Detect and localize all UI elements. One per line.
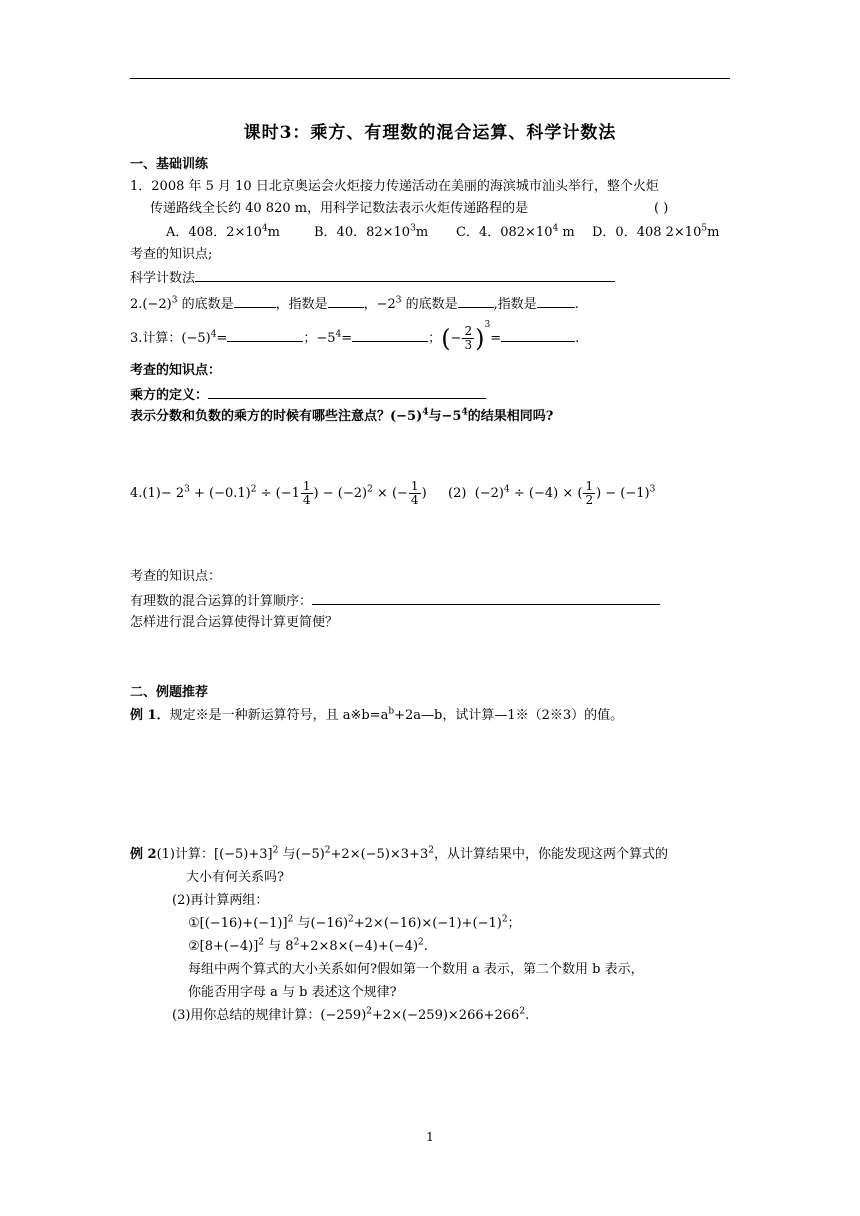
ex2-l1-t2: 与(−5) (278, 847, 325, 862)
note-q-text-1: 表示分数和负数的乘方的时候有哪些注意点？(−5) (130, 409, 423, 424)
ex2-l8-t1: (3)用你总结的规律计算：(−259) (172, 1008, 367, 1023)
q4p2-t2: ÷ (−4) × ( (509, 486, 583, 501)
q4p2-e3: 3 (649, 484, 656, 495)
q4p2-frac (583, 480, 595, 507)
definition-label: 乘方的定义： (130, 388, 209, 403)
ex2-l8-e2: 2 (519, 1006, 526, 1017)
note-question (130, 408, 553, 425)
example2-line8 (172, 1007, 529, 1024)
q2-text-3: ，指数是 (275, 297, 328, 312)
example1 (130, 707, 623, 724)
q4p1-f1-den: 4 (302, 493, 311, 507)
ex2-l1-e1: 2 (272, 845, 279, 856)
ex2-l1-e2: 2 (324, 845, 331, 856)
definition-line (130, 385, 486, 404)
example2-line5 (188, 938, 428, 955)
q3-frac-exp: 3 (484, 319, 491, 330)
q2-text-2: 的底数是 (177, 297, 234, 312)
q4p1-t1: − 2 (160, 486, 185, 501)
q2-text-7: . (574, 297, 579, 312)
option-b-unit: m (415, 225, 429, 240)
q4p2-t3: ) − (−1) (596, 486, 650, 501)
q4-part1 (130, 478, 427, 510)
q3-text-7: . (575, 331, 580, 346)
ex2-l4-t1: ①[(−16)+(−1)] (188, 916, 288, 931)
q2-blank-base2[interactable] (458, 294, 494, 308)
page-title: 课时3：乘方、有理数的混合运算、科学计数法 (243, 123, 617, 143)
knowledge3-label: 考查的知识点： (130, 569, 222, 584)
option-a-text: A．408．2×10 (166, 225, 262, 240)
q3-frac-den: 3 (464, 338, 473, 352)
example2-line7: 你能否用字母 a 与 b 表述这个规律? (188, 985, 397, 1000)
ex2-l5-t1: ②[8+(−4)] (188, 939, 259, 954)
q3-frac-sign: − (450, 331, 462, 346)
example2-label: 例 2 (130, 847, 157, 862)
option-b-exp: 3 (410, 223, 416, 234)
q4p1-e2: 2 (250, 484, 257, 495)
q3-blank-3[interactable] (501, 328, 575, 342)
ex2-l4-t2: 与(−16) (293, 916, 349, 931)
q4-part2-label: (2) (448, 486, 467, 501)
example1-text-2: +2a—b，试计算—1※（2※3）的值。 (394, 708, 624, 723)
ex2-l1-t1: (1)计算：[(−5)+3] (156, 847, 273, 862)
q3-text-5: ； (428, 331, 442, 346)
q3-text-3: ；−5 (303, 331, 336, 346)
q3-fraction (462, 325, 474, 352)
q4p1-t2: + (−0.1) (189, 486, 251, 501)
ex2-l4-e3: 2 (501, 914, 508, 925)
option-d-exp: 5 (701, 223, 708, 234)
q3-blank-1[interactable] (227, 328, 303, 342)
order-blank[interactable] (312, 591, 660, 605)
section-heading-basic: 一、基础训练 (130, 157, 209, 172)
q1-line1: 1．2008 年 5 月 10 日北京奥运会火炬接力传递活动在美丽的海滨城市汕头举行，整个火炬 (130, 179, 659, 194)
q3-left-paren: ( (441, 324, 451, 353)
example1-label: 例 1． (130, 708, 170, 723)
example1-exp: b (388, 706, 395, 717)
option-a-exp: 4 (261, 223, 268, 234)
q2-text-4: ，−2 (363, 297, 396, 312)
example2-line3: (2)再计算两组： (172, 893, 269, 908)
ex2-l8-t2: +2×(−259)×266+266 (372, 1008, 520, 1023)
example2-line4 (188, 915, 521, 932)
q2-blank-exp1[interactable] (328, 294, 364, 308)
option-c-text: C．4．082×10 (456, 225, 553, 240)
q1-answer-bracket[interactable]: ( ) (654, 201, 669, 216)
q4p2-f-den: 2 (585, 493, 594, 507)
order-label: 有理数的混合运算的计算顺序： (130, 594, 313, 609)
q1-option-c[interactable] (456, 224, 575, 241)
q2-text-6: ,指数是 (493, 297, 537, 312)
ex2-l8-e1: 2 (366, 1006, 372, 1017)
q1-option-a[interactable] (166, 224, 280, 241)
q2-line (130, 294, 579, 313)
ex2-l1-t3: +2×(−5)×3+3 (330, 847, 429, 862)
option-d-text: D．0．408 2×10 (592, 225, 702, 240)
q3-text-1: 3.计算：(−5) (130, 331, 211, 346)
note-q-text-3: 的结果相同吗? (467, 409, 554, 424)
ex2-l5-e2: 2 (293, 937, 300, 948)
simplify-question: 怎样进行混合运算使得计算更简便？ (130, 615, 339, 630)
ex2-l5-t3: +2×8×(−4)+(−4) (299, 939, 419, 954)
note-q-text-2: 与−5 (428, 409, 462, 424)
q1-line2 (150, 200, 528, 217)
q4-part1-label: (1) (142, 486, 161, 501)
q1-option-d[interactable] (592, 224, 719, 241)
q4p1-t6: ) (421, 486, 427, 501)
ex2-l5-t4: . (423, 939, 428, 954)
q4p1-e4: 2 (367, 484, 373, 495)
q4p1-f2-num: 1 (410, 479, 419, 493)
ex2-l5-e1: 2 (258, 937, 265, 948)
q3-text-6: = (490, 331, 502, 346)
option-a-unit: m (267, 225, 280, 240)
q3-exp-1: 4 (210, 329, 217, 340)
q4p1-frac2 (409, 480, 421, 507)
note-q-exp-2: 4 (461, 407, 468, 418)
option-c-unit: m (558, 225, 575, 240)
q1-line2-text: 传递路线全长约 40 820 m，用科学记数法表示火炬传递路程的是 (150, 201, 529, 216)
q1-knowledge-item: 科学计数法 (130, 271, 196, 286)
q2-blank-exp2[interactable] (537, 294, 575, 308)
q2-exp-2: 3 (395, 295, 402, 306)
q4p1-f1-num: 1 (302, 479, 311, 493)
q3-text-4: = (341, 331, 353, 346)
q1-option-b[interactable] (314, 224, 428, 241)
q4p2-f-num: 1 (585, 479, 594, 493)
ex2-l4-t4: ； (507, 916, 521, 931)
q3-blank-2[interactable] (352, 328, 428, 342)
q4p1-t5: × (− (372, 486, 408, 501)
order-line (130, 591, 660, 610)
q2-blank-base1[interactable] (234, 294, 276, 308)
knowledge2-label: 考查的知识点： (130, 363, 222, 378)
example1-text-1: 规定※是一种新运算符号，且 a※b=a (169, 708, 389, 723)
option-d-unit: m (707, 225, 720, 240)
q3-right-paren: ) (475, 324, 485, 353)
q3-frac-num: 2 (464, 324, 473, 338)
q3-text-2: = (216, 331, 228, 346)
ex2-l8-t3: . (525, 1008, 530, 1023)
q4p2-e1: 4 (504, 484, 510, 495)
q1-knowledge-blank[interactable] (195, 268, 615, 282)
option-c-exp: 4 (552, 223, 559, 234)
q2-exp-1: 3 (171, 295, 178, 306)
q4p1-t4: ) − (−2) (313, 486, 368, 501)
definition-blank[interactable] (208, 385, 486, 399)
q2-text-1: 2.(−2) (130, 297, 172, 312)
q4p1-e1: 3 (184, 484, 190, 495)
q3-line (130, 319, 580, 356)
note-q-exp-1: 4 (422, 407, 429, 418)
ex2-l5-e3: 2 (418, 937, 424, 948)
q1-knowledge-label: 考查的知识点; (130, 247, 213, 262)
q3-exp-2: 4 (335, 329, 342, 340)
page-number: 1 (426, 1130, 434, 1144)
example2-line1 (130, 846, 668, 863)
section-heading-examples: 二、例题推荐 (130, 685, 209, 700)
ex2-l4-e2: 2 (348, 914, 354, 925)
header-rule (130, 78, 730, 79)
example2-line2: 大小有何关系吗? (186, 870, 284, 885)
ex2-l4-t3: +2×(−16)×(−1)+(−1) (353, 916, 502, 931)
ex2-l1-e3: 2 (428, 845, 434, 856)
q4p1-frac1 (301, 480, 313, 507)
example2-line6: 每组中两个算式的大小关系如何?假如第一个数用 a 表示，第二个数用 b 表示， (188, 962, 644, 977)
q1-knowledge-line (130, 268, 615, 287)
q4-part2 (448, 478, 655, 510)
q2-text-5: 的底数是 (401, 297, 458, 312)
ex2-l5-t2: 与 8 (264, 939, 294, 954)
q4-label: 4. (130, 486, 143, 501)
q4p2-t1: (−2) (474, 486, 504, 501)
q4p1-t3: ÷ (−1 (256, 486, 300, 501)
ex2-l1-t4: ，从计算结果中，你能发现这两个算式的 (433, 847, 668, 862)
ex2-l4-e1: 2 (287, 914, 294, 925)
option-b-text: B．40．82×10 (314, 225, 411, 240)
q4p1-f2-den: 4 (410, 493, 419, 507)
